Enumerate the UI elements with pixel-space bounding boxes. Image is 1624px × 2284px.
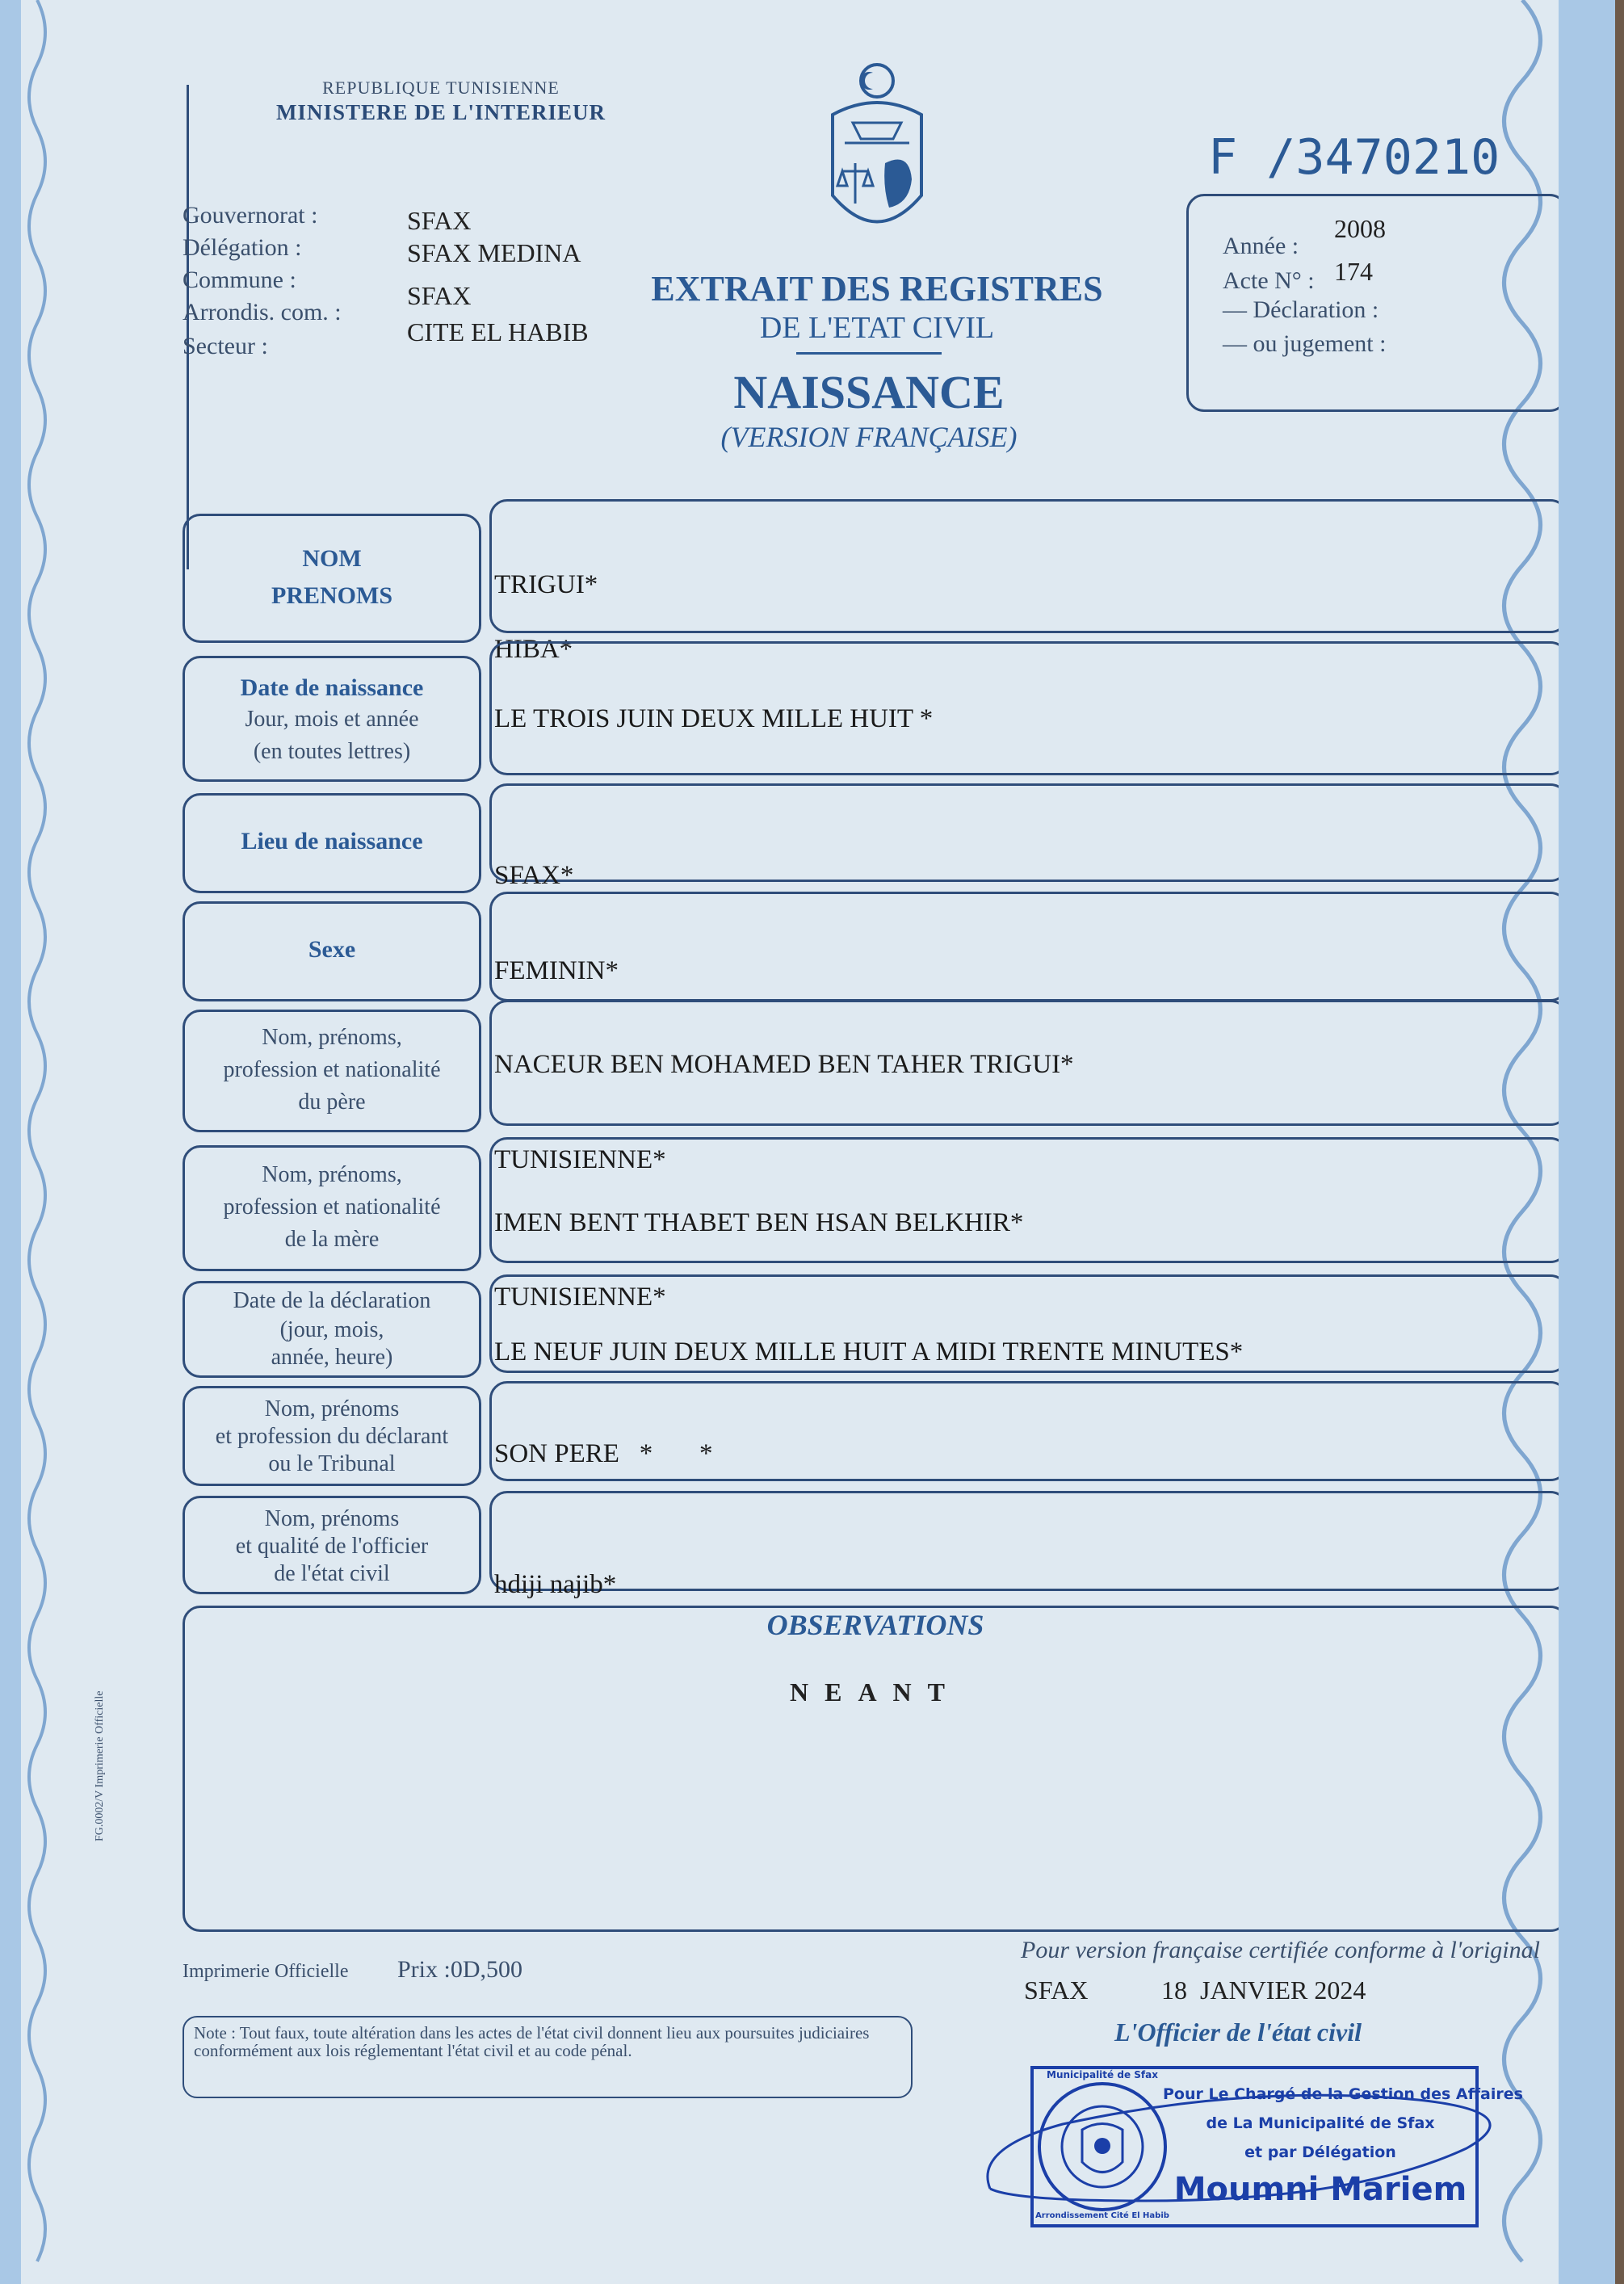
mere-label-cell (183, 1145, 481, 1271)
delegation-value: SFAX MEDINA (407, 238, 581, 267)
sexe-value: FEMININ* (494, 956, 619, 985)
nom-label: NOM (302, 545, 362, 572)
title-underline (796, 352, 942, 355)
side-print-reference: FG.0002/V Imprimerie Officielle (94, 1690, 106, 1841)
officier-value: hdiji najib* (494, 1570, 617, 1599)
date-naissance-sublabel-2: (en toutes lettres) (253, 739, 411, 764)
nom-label-cell (183, 514, 481, 643)
mere-value-cell (489, 1137, 1568, 1263)
commune-value: SFAX (407, 281, 472, 310)
gouvernorat-label: Gouvernorat : (183, 202, 318, 229)
stamp-line-2: de La Municipalité de Sfax (1206, 2114, 1435, 2132)
nom-value: TRIGUI* (494, 570, 598, 599)
pere-label-2: profession et nationalité (223, 1057, 441, 1082)
mere-label-3: de la mère (284, 1227, 380, 1252)
pere-value: NACEUR BEN MOHAMED BEN TAHER TRIGUI* (494, 1050, 1074, 1079)
delegation-label: Délégation : (183, 234, 302, 261)
pere-label-1: Nom, prénoms, (262, 1025, 402, 1050)
legal-note-box (183, 2016, 913, 2098)
acte-number-label: Acte N° : (1223, 267, 1315, 294)
stamp-signature-name: Moumni Mariem (1173, 2171, 1467, 2208)
date-naissance-sublabel-1: Jour, mois et année (245, 707, 419, 732)
certification-statement: Pour version française certifiée conforme à l'original (1021, 1937, 1540, 1963)
declaration-date-label-3: année, heure) (271, 1345, 393, 1370)
commune-label: Commune : (183, 267, 296, 293)
stamp-line-3: et par Délégation (1244, 2143, 1396, 2161)
mere-nationalite-value: TUNISIENNE* (494, 1283, 666, 1312)
officier-label-1: Nom, prénoms (264, 1506, 400, 1531)
prenom-value: HIBA* (494, 635, 573, 664)
declarant-label-1: Nom, prénoms (264, 1396, 400, 1421)
naissance-title: NAISSANCE (733, 366, 1005, 418)
officier-label-2: et qualité de l'officier (235, 1534, 429, 1559)
annee-value: 2008 (1334, 214, 1386, 243)
version-francaise-label: (VERSION FRANÇAISE) (720, 421, 1018, 453)
secteur-label: Secteur : (183, 333, 268, 359)
observations-box (183, 1606, 1568, 1932)
arrondis-value: CITE EL HABIB (407, 317, 589, 346)
pere-label-cell (183, 1010, 481, 1132)
pere-label-3: du père (298, 1090, 366, 1115)
officier-label-3: de l'état civil (274, 1561, 390, 1586)
declarant-value: SON PERE * * (494, 1439, 713, 1468)
mere-label-1: Nom, prénoms, (262, 1162, 402, 1187)
observations-title: OBSERVATIONS (766, 1609, 984, 1641)
nom-value-cell (489, 499, 1568, 633)
declarant-label-3: ou le Tribunal (268, 1451, 396, 1476)
prenoms-label: PRENOMS (271, 582, 392, 609)
arrondis-label: Arrondis. com. : (183, 299, 342, 325)
stamp-ring-bottom: Arrondissement Cité El Habib (1035, 2211, 1169, 2220)
declaration-label: — Déclaration : (1223, 296, 1379, 323)
declaration-date-value: LE NEUF JUIN DEUX MILLE HUIT A MIDI TRENTE MINUTES* (494, 1337, 1244, 1367)
acte-info-box (1186, 194, 1567, 412)
declarant-label-2: et profession du déclarant (215, 1424, 449, 1449)
date-naissance-label-cell (183, 656, 481, 782)
gouvernorat-value: SFAX (407, 206, 472, 235)
sexe-label: Sexe (308, 936, 356, 963)
sexe-value-cell (489, 892, 1568, 1001)
date-naissance-label: Date de naissance (240, 674, 424, 701)
lieu-value-cell (489, 783, 1568, 882)
lieu-naissance-value: SFAX* (494, 861, 574, 890)
lieu-label-cell (183, 793, 481, 893)
officier-label-cell (183, 1496, 481, 1594)
annee-label: Année : (1223, 233, 1299, 259)
imprimerie-label: Imprimerie Officielle (183, 1961, 349, 1982)
issue-city: SFAX (1024, 1975, 1089, 2005)
observations-value: NEANT (789, 1677, 961, 1707)
stamp-ring-top: Municipalité de Sfax (1047, 2069, 1158, 2080)
sexe-label-cell (183, 901, 481, 1001)
mere-label-2: profession et nationalité (223, 1194, 441, 1220)
prix-label: Prix :0D,500 (397, 1956, 523, 1983)
issue-date: 18 JANVIER 2024 (1161, 1975, 1366, 2005)
jugement-label: — ou jugement : (1223, 330, 1387, 357)
declaration-date-label-2: (jour, mois, (279, 1317, 384, 1342)
lieu-naissance-label: Lieu de naissance (241, 828, 423, 854)
document-title: EXTRAIT DES REGISTRES (651, 269, 1103, 309)
republic-label: REPUBLIQUE TUNISIENNE (322, 78, 560, 98)
officier-value-cell (489, 1491, 1568, 1591)
declaration-date-label-1: Date de la déclaration (233, 1288, 431, 1313)
mere-value: IMEN BENT THABET BEN HSAN BELKHIR* (494, 1208, 1024, 1237)
date-naissance-value: LE TROIS JUIN DEUX MILLE HUIT * (494, 704, 934, 733)
pere-nationalite-value: TUNISIENNE* (494, 1145, 666, 1174)
ministry-label: MINISTERE DE L'INTERIEUR (275, 100, 606, 124)
legal-note: Note : Tout faux, toute altération dans les actes de l'état civil donnent lieu aux poursuites judiciaires conformément aux lois réglementant l'état civil et au code pénal. (194, 2023, 870, 2061)
document-subtitle: DE L'ETAT CIVIL (759, 311, 995, 345)
signature-scribble (966, 2068, 1531, 2221)
left-guilloche-border (21, 0, 53, 2284)
vertical-rule (187, 85, 189, 569)
officier-signature-caption: L'Officier de l'état civil (1114, 2017, 1362, 2047)
coat-of-arms-emblem (808, 58, 946, 252)
serial-number: F /3470210 (1208, 129, 1500, 186)
declarant-label-cell (183, 1386, 481, 1486)
declaration-date-label-cell (183, 1281, 481, 1378)
acte-number-value: 174 (1334, 257, 1373, 286)
stamp-line-1: Pour Le Chargé de la Gestion des Affaires (1163, 2085, 1523, 2103)
